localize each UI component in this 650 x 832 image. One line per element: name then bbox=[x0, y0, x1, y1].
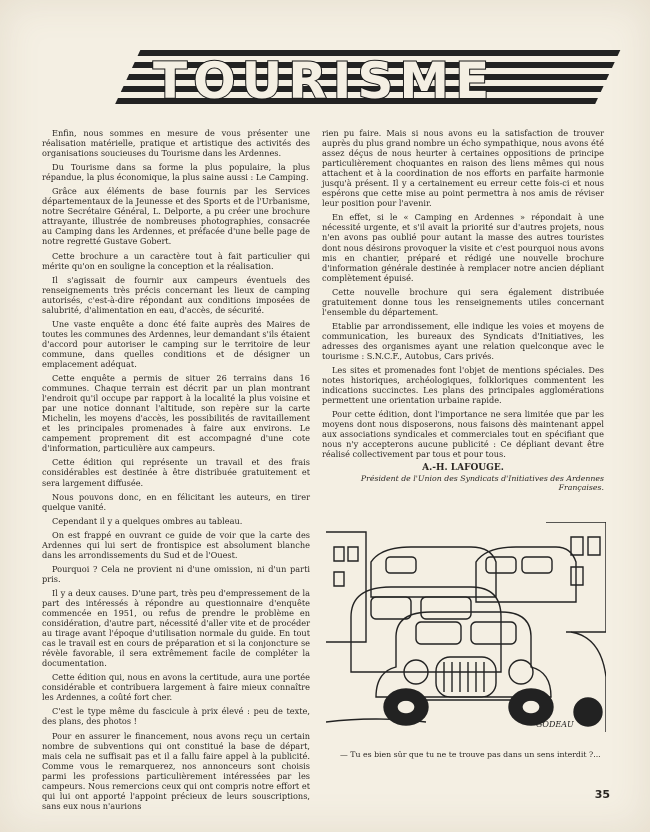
tourisme-masthead bbox=[35, 40, 630, 110]
artist-signature: GODEAU bbox=[536, 720, 574, 729]
author-name: A.-H. LAFOUGE. bbox=[422, 463, 504, 474]
paragraph: Il s'agissait de fournir aux campeurs éventuels des renseignements très précis concernant les lieux de camping autorisés, c'est-à-dire répondant aux conditions imposées de salubrité, d'alimentation en eau, d'accès, de sécurité. bbox=[42, 274, 310, 315]
paragraph: Enfin, nous sommes en mesure de vous présenter une réalisation matérielle, pratique et artistique des activités des organisations soucieuses du Tourisme dans les Ardennes. bbox=[42, 128, 310, 159]
page-number: 35 bbox=[594, 788, 610, 801]
paragraph: Du Tourisme dans sa forme la plus populaire, la plus répandue, la plus économique, la plus saine aussi : Le Camping. bbox=[42, 162, 310, 183]
paragraph: Cependant il y a quelques ombres au tableau. bbox=[52, 515, 243, 526]
paragraph: En effet, si le « Camping en Ardennes » répondait à une nécessité urgente, et s'il avait la priorité sur d'autres projets, nous n'en avons pas oublié pour autant la masse des autres touristes dont nous désirons provoquer la visite et c'est pourquoi nous avons mis en chantier, préparé et rédigé une nouvelle brochure d'information générale destinée à remplacer notre ancien dépliant complètement épuisé. bbox=[322, 212, 604, 283]
article-right-column bbox=[322, 128, 604, 493]
paragraph: rien pu faire. Mais si nous avons eu la satisfaction de trouver auprès du plus grand nombre un écho sympathique, nous avons été assez déçus de nous heurter à certaines oppositions de principe particulièrement choquantes en raison des liens mêmes qui nous attachent et à la coordination de nos efforts en parfaite harmonie jusqu'à présent. Il y a certainement eu erreur cette fois-ci et nous espérons que cette mise au point permettra à nos amis de réviser leur position pour l'avenir. bbox=[322, 128, 604, 209]
paragraph: Etablie par arrondissement, elle indique les voies et moyens de communication, les bureaux des Syndicats d'Initiatives, les adresses des organismes ayant une relation quelconque avec le tourisme : S.N.C.F., Autobus, Cars privés. bbox=[322, 320, 604, 361]
paragraph: Cette nouvelle brochure qui sera également distribuée gratuitement donne tous les renseignements utiles concernant l'ensemble du département. bbox=[322, 286, 604, 317]
paragraph: Les sites et promenades font l'objet de mentions spéciales. Des notes historiques, archéologiques, folkloriques commentent les indications succinctes. Les plans des principales agglomérations permettent une orientation urbaine rapide. bbox=[322, 365, 604, 406]
paragraph: Cette édition qui représente un travail et des frais considérables est destinée à être distribuée gratuitement et sera largement diffusée. bbox=[42, 457, 310, 488]
article-left-column bbox=[42, 128, 310, 815]
cartoon-caption: — Tu es bien sûr que tu ne te trouve pas dans un sens interdit ?... bbox=[340, 750, 601, 759]
paragraph: Une vaste enquête a donc été faite auprès des Maires de toutes les communes des Ardennes, leur demandant s'ils étaient d'accord pour autoriser le camping sur le territoire de leur commune, dans quelles conditions et de désigner un emplacement adéquat. bbox=[42, 318, 310, 369]
paragraph: Cette édition qui, nous en avons la certitude, aura une portée considérable et contribuera largement à faire mieux connaître les Ardennes, a coûté fort cher. bbox=[42, 672, 310, 703]
masthead-title: TOURISME bbox=[153, 52, 496, 110]
paragraph: Pour en assurer le financement, nous avons reçu un certain nombre de subventions qui ont constitué la base de départ, mais cela ne suffisait pas et il a fallu faire appel à la publicité. Comme vous le remarquerez, nos annonceurs sont choisis parmi les professions particulièrement intéressées par les campeurs. Nous remercions ceux qui ont compris notre effort et qui lui ont apporté l'appoint précieux de leurs souscriptions, sans eux nous n'aurions bbox=[42, 730, 310, 811]
paragraph: Grâce aux éléments de base fournis par les Services départementaux de la Jeunesse et des Sports et de l'Urbanisme, notre Secrétaire Général, L. Delporte, a pu créer une brochure attrayante, illustrée de nombreuses photographies, consacrée au Camping dans les Ardennes, et préfacée d'une belle page de notre regretté Gustave Gobert. bbox=[42, 186, 310, 247]
paragraph: Cette brochure a un caractère tout à fait particulier qui mérite qu'on en souligne la conception et la réalisation. bbox=[42, 250, 310, 271]
paragraph: Cette enquête a permis de situer 26 terrains dans 16 communes. Chaque terrain est décrit par un plan montrant l'endroit qu'il occupe par rapport à la localité la plus voisine et par une notice donnant l'altitude, son repère sur la carte Michelin, les moyens d'accès, les possibilités de ravitaillement et les principales promenades à faire aux environs. Le campement proprement dit est accompagné d'une cote d'information, particulière aux campeurs. bbox=[42, 373, 310, 454]
traffic-cartoon bbox=[326, 522, 606, 732]
paragraph: C'est le type même du fascicule à prix élevé : peu de texte, des plans, des photos ! bbox=[42, 706, 310, 727]
author-title: Président de l'Union des Syndicats d'Initiatives des Ardennes Françaises. bbox=[360, 473, 604, 492]
paragraph: Nous pouvons donc, en en félicitant les auteurs, en tirer quelque vanité. bbox=[42, 491, 310, 512]
paragraph: Pour cette édition, dont l'importance ne sera limitée que par les moyens dont nous disposerons, nous faisons dès maintenant appel aux associations syndicales et commerciales tout en spécifiant que nous n'y accepterons aucune publicité : Ce dépliant devant être réalisé collectivement par tous et pour tous. bbox=[322, 409, 604, 460]
paragraph: Il y a deux causes. D'une part, très peu d'empressement de la part des intéressés à répondre au questionnaire d'enquête commencée en 1951, ou refus de prendre le problème en considération, d'autre part, nécessité d'aller vite et de procéder au tirage avant l'époque d'utilisation normale du guide. En tout cas le travail est en cours de préparation et si la conjoncture se révèle favorable, il sera extrêmement facile de compléter la documentation. bbox=[42, 587, 310, 669]
paragraph: Pourquoi ? Cela ne provient ni d'une omission, ni d'un parti pris. bbox=[42, 563, 310, 584]
paragraph: On est frappé en ouvrant ce guide de voir que la carte des Ardennes qui lui sert de frontispice est absolument blanche dans les arrondissements du Sud et de l'Ouest. bbox=[42, 529, 310, 560]
